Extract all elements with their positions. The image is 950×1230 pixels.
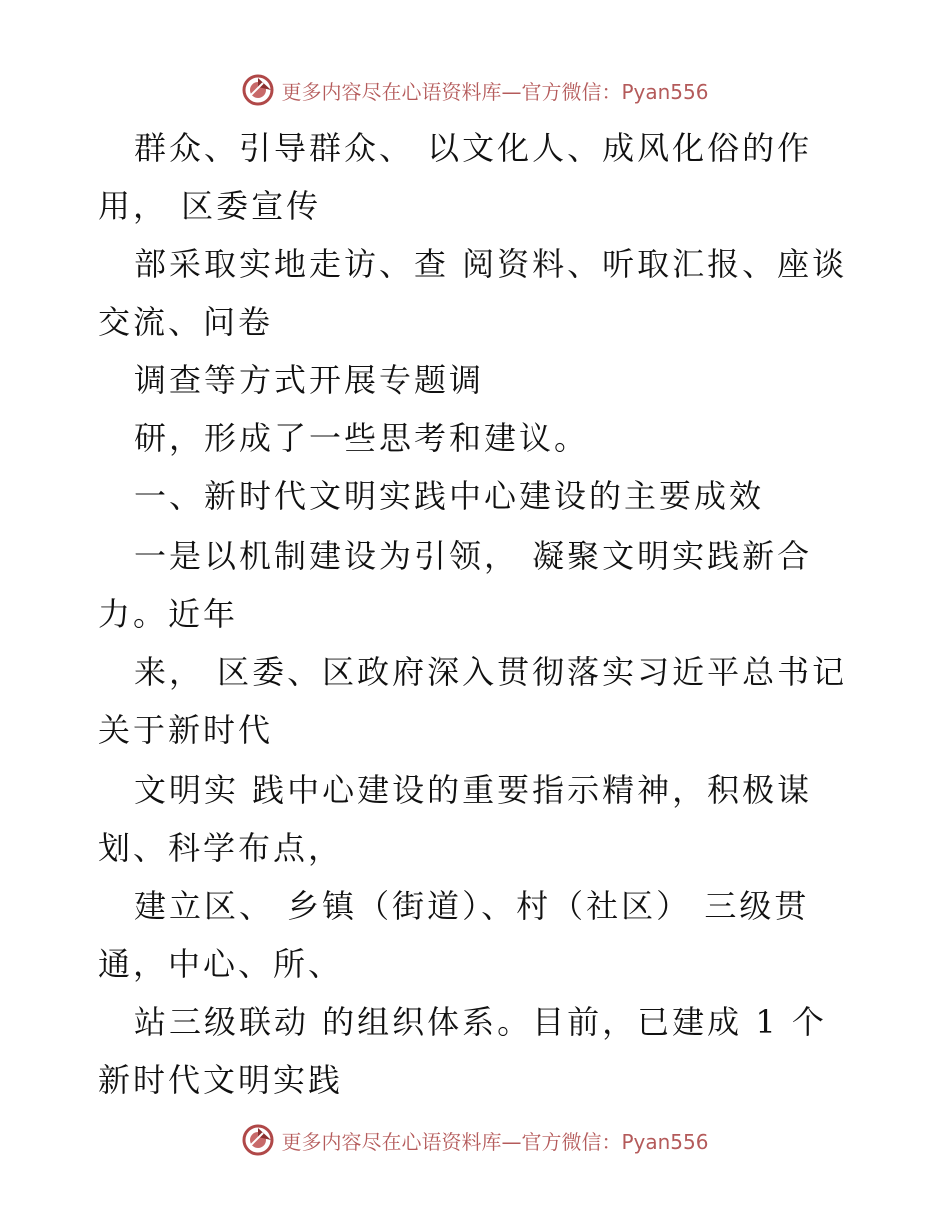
text-line: 来， 区委、区政府深入贯彻落实习近平总书记 — [134, 653, 848, 691]
text-line: 站三级联动 的组织体系。目前，已建成 1 个 — [134, 1003, 827, 1041]
watermark-text: 更多内容尽在心语资料库—官方微信：Pyan556 — [281, 1129, 709, 1154]
logo-icon — [241, 1123, 275, 1157]
section-heading: 一、新时代文明实践中心建设的主要成效 — [134, 477, 765, 515]
watermark-text: 更多内容尽在心语资料库—官方微信：Pyan556 — [281, 79, 709, 104]
text-line: 群众、引导群众、 以文化人、成风化俗的作 — [134, 129, 813, 167]
text-line: 一是以机制建设为引领， 凝聚文明实践新合 — [134, 537, 813, 575]
text-line: 部采取实地走访、查 阅资料、听取汇报、座谈 — [134, 245, 848, 283]
text-line: 力。近年 — [98, 595, 239, 633]
text-line: 研，形成了一些思考和建议。 — [134, 419, 590, 457]
text-line: 用， 区委宣传 — [98, 187, 322, 225]
text-line: 建立区、 乡镇（街道）、村（社区） 三级贯 — [134, 887, 810, 925]
text-line: 划、科学布点， — [98, 829, 344, 867]
text-line: 通，中心、所、 — [98, 945, 344, 983]
text-line: 交流、问卷 — [98, 303, 274, 341]
text-line: 关于新时代 — [98, 711, 274, 749]
text-line: 调查等方式开展专题调 — [134, 361, 485, 399]
footer-watermark — [0, 1120, 950, 1160]
text-line: 新时代文明实践 — [98, 1061, 344, 1099]
text-line: 文明实 践中心建设的重要指示精神，积极谋 — [134, 771, 813, 809]
